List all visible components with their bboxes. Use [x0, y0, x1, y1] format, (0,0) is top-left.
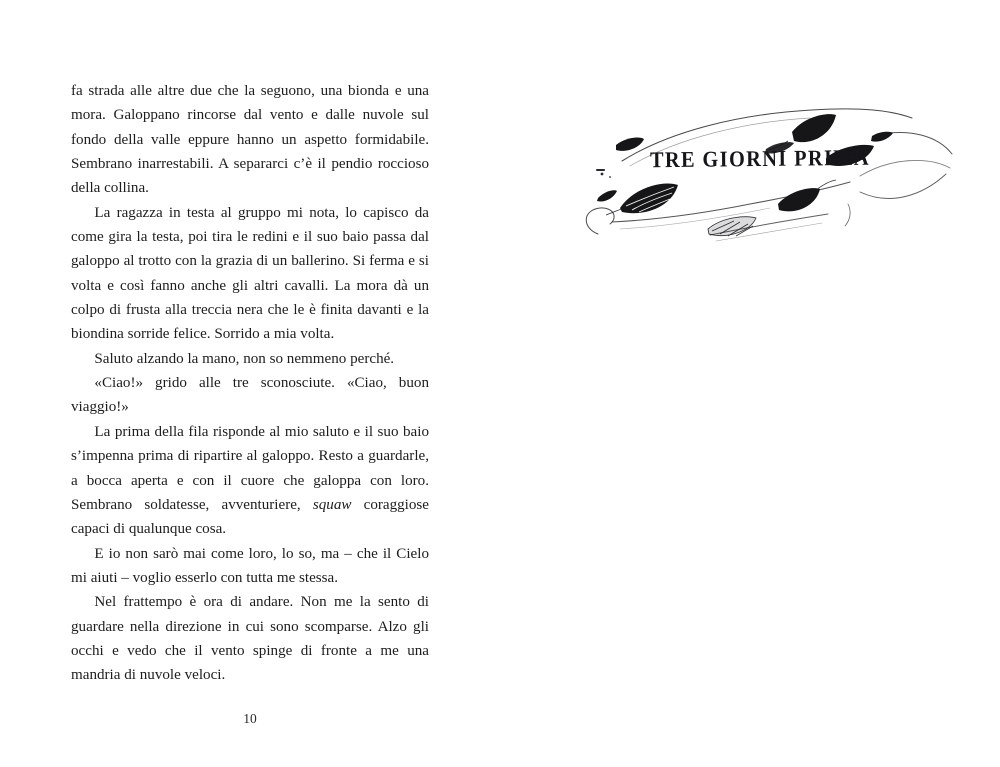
- left-paragraph: La prima della fila risponde al mio saluto e il suo baio s’impenna prima di ripartire al galoppo. Resto a guardarle, a bocca aperta e con il cuore che galoppa con loro. Sembrano soldatesse, avventuriere, squaw coraggiose capaci di qualunque cosa.: [71, 423, 429, 538]
- page-number-left: 10: [243, 711, 257, 726]
- left-paragraph: Nel frattempo è ora di andare. Non me la sento di guardare nella direzione in cui sono scomparse. Alzo gli occhi e vedo che il vento spinge di fronte a me una mandria di nuvole veloci.: [71, 594, 429, 684]
- left-paragraph: La ragazza in testa al gruppo mi nota, lo capisco da come gira la testa, poi tira le redini e il suo baio passa dal galoppo al trotto con la grazia di un ballerino. Si ferma e si volta e così fanno anche gli altri cavalli. La mora dà un colpo di frusta alla treccia nera che le è finita davanti e la biondina sorride felice. Sorrido a mia volta.: [71, 204, 429, 343]
- left-paragraph: E io non sarò mai come loro, lo so, ma – che il Cielo mi aiuti – voglio esserlo con tutta me stessa.: [71, 545, 429, 586]
- left-paragraph: Saluto alzando la mano, non so nemmeno perché.: [94, 350, 395, 367]
- left-page-body-text: [71, 79, 429, 688]
- chapter-ornament-illustration: [560, 98, 960, 260]
- left-paragraph: fa strada alle altre due che la seguono, una bionda e una mora. Galoppano rincorse dal vento e dalle nuvole sul fondo della valle eppure hanno un aspetto formidabile. Sembrano inarrestabili. A separarci c’è il pendio roccioso della collina.: [71, 83, 429, 197]
- chapter-title: TRE GIORNI PRIMA: [649, 144, 871, 173]
- leaves-and-wind-swirls-icon: [560, 98, 960, 260]
- right-page: [500, 0, 1000, 767]
- emphasised-word: squaw: [312, 496, 352, 513]
- left-paragraph: «Ciao!» grido alle tre sconosciute. «Ciao, buon viaggio!»: [71, 375, 429, 416]
